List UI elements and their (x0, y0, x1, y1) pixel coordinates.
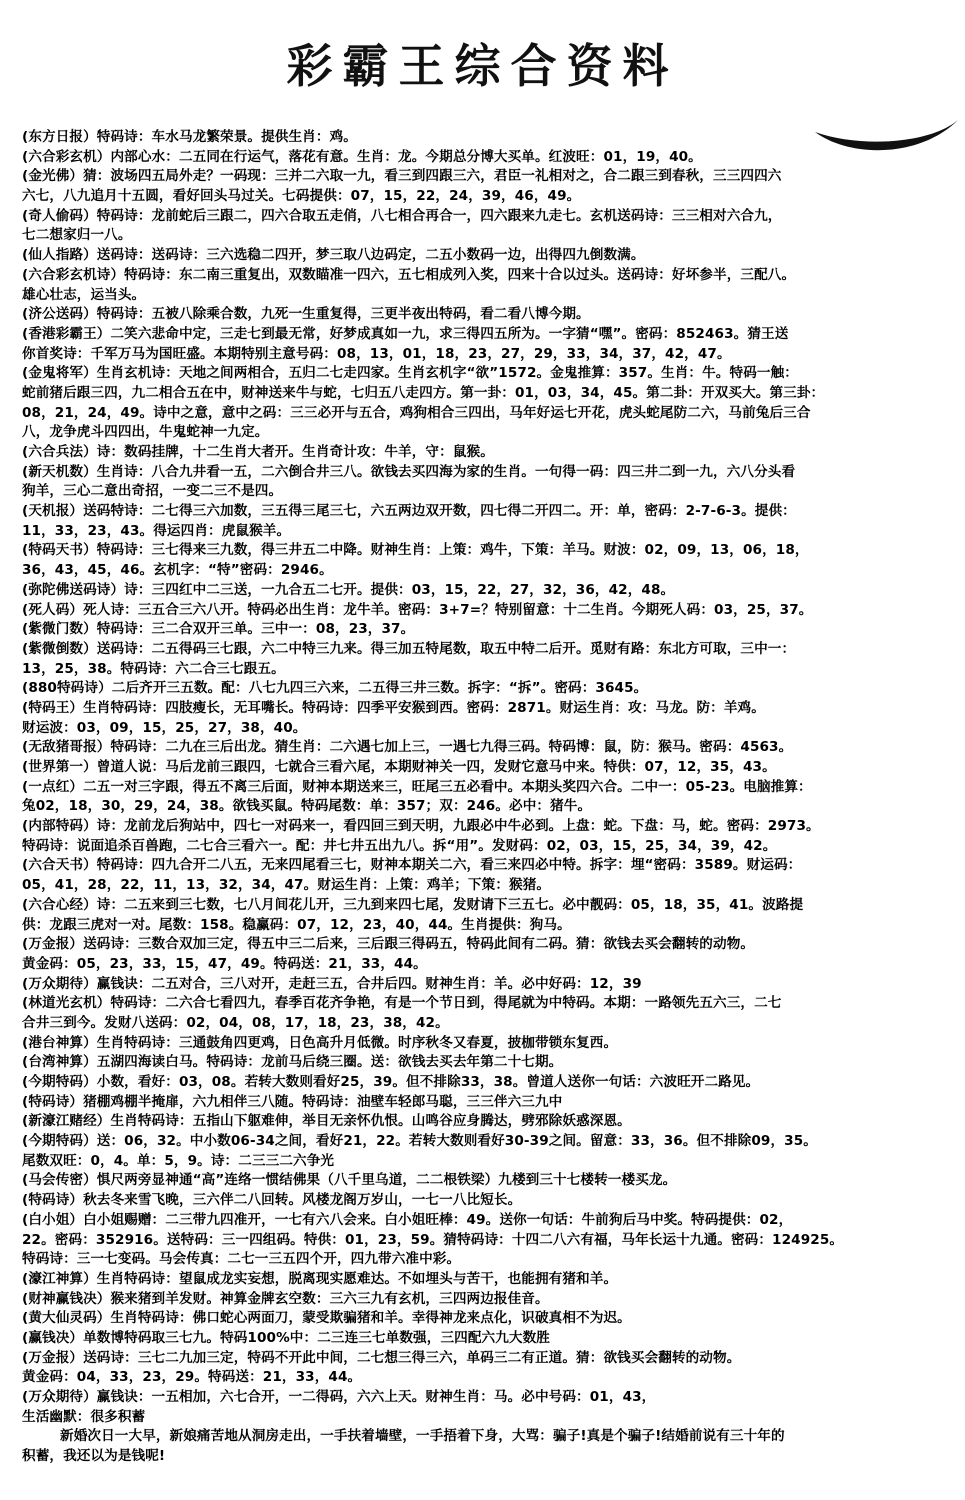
text-line: (台湾神算）五湖四海读白马。特码诗：龙前马后绕三圈。送：欲钱去买去年第二十七期。 (22, 1054, 563, 1071)
text-line: 生活幽默：很多积蓄 (22, 1408, 146, 1425)
text-line: (林道光玄机）特码诗：二六合七看四九，春季百花齐争艳，有是一个节日到，得尾就为中特码。本期：一路领先五六三，二七 (22, 995, 782, 1012)
text-line: (白小姐）白小姐赐赠：二三带九四准开，一七有六八会来。白小姐旺棒：49。送你一句话：牛前狗后马中奖。特码提供：02， (22, 1211, 793, 1228)
text-line: (天机报）送码特诗：二七得三六加数，三五得三尾三七，六五两边双开数，四七得二开四二。开：单，密码：2-7-6-3。提供： (22, 503, 796, 520)
text-line: (一点红）二五一对三字跟，得五不离三后面，财神本期送来三，旺尾三五必看中。本期头奖四六合。二中一：05-23。电脑推算： (22, 778, 812, 795)
text-line: 黄金码：05，23，33，15，47，49。特码送：21，33，44。 (22, 955, 427, 972)
text-line: 08，21，24，49。诗中之意，意中之码：三三必开与五合，鸡狗相合三四出，马年好运七开花，虎头蛇尾防二六，马前兔后三合 (22, 404, 811, 421)
text-line: (万金报）送码诗：三数合双加三定，得五中三二后来，三后跟三得码五，特码此间有二码。猜：欲钱去买会翻转的动物。 (22, 936, 755, 953)
text-line: (黄大仙灵码）生肖特码诗：佛口蛇心两面刀，蒙受欺骗猪和羊。幸得神龙来点化，识破真相不为迟。 (22, 1310, 631, 1327)
text-line: 财运波：03，09，15，25，27，38，40。 (22, 719, 307, 736)
text-line: 狗羊，三心二意出奇招，一变二三不是四。 (22, 483, 283, 500)
text-line: (世界第一）曾道人说：马后龙前三跟四，七就合三看六尾，本期财神关一四，发财它意马中来。特供：07，12，35，43。 (22, 759, 776, 775)
text-line: 特码诗：三一七变码。马会传真：二七一三五四个开，四九带六准中彩。 (22, 1251, 461, 1268)
text-line: (紫微倒数）送码诗：二五得码三七跟，六二中特三九来。得三加五特尾数，取五中特二后开。觅财有路：东北方可取，三中一： (22, 640, 796, 657)
text-line: 特码诗：说面追杀百兽跑，二七合三看六一。配：井七井五出九八。拆“用”。发财码：02，03，15，25，34，39，42。 (22, 837, 777, 854)
text-line: 11，33，23，43。得运四肖：虎鼠猴羊。 (22, 522, 291, 539)
text-line: 尾数双旺：0，4。单：5，9。诗：二三三二六争光 (22, 1152, 335, 1169)
text-line: (特码天书）特码诗：三七得来三九数，得三井五二中降。财神生肖：上策：鸡牛，下策：羊马。财波：02，09，13，06，18， (22, 542, 809, 559)
text-line: 合井三到今。发财八送码：02，04，08，17，18，23，38，42。 (22, 1014, 449, 1031)
text-line: (880特码诗）二后齐开三五数。配：八七九四三六来，二五得三井三数。拆字：“拆”。密码：3645。 (22, 680, 648, 697)
text-line: (仙人指路）送码诗：送码诗：三六选稳二四开，梦三取八边码定，二五小数码一边，出得四九倒数满。 (22, 247, 645, 264)
text-line: 36，43，45，46。玄机字：“特”密码：2946。 (22, 562, 333, 579)
text-line: 积蓄，我还以为是钱呢! (22, 1448, 166, 1465)
text-line: (无敌猪哥报）特码诗：二九在三后出龙。猜生肖：二六遇七加上三，一遇七九得三码。特码博：鼠，防：猴马。密码：4563。 (22, 739, 793, 756)
text-line: 新婚次日一大早，新娘痛苦地从洞房走出，一手扶着墙壁，一手捂着下身，大骂：骗子!真是个骗子!结婚前说有三十年的 (60, 1428, 785, 1445)
text-line: 黄金码：04，33，23，29。特码送：21，33，44。 (22, 1369, 362, 1386)
text-line: (六合天书）特码诗：四九合开二八五，无来四尾看三七，财神本期关二六，看三来四必中特。拆字：埋“密码：3589。财运码： (22, 857, 802, 874)
text-line: (财神赢钱决）猴来猪到羊发财。神算金牌玄空数：三六三九有玄机，三四两边报佳音。 (22, 1290, 549, 1307)
text-line: (赢钱决）单数博特码取三七九。特码100%中：二三连三七单数强，三四配六九大数胜 (22, 1329, 550, 1346)
text-line: 你首奖诗：千军万马为国旺盛。本期特别主意号码：08，13，01，18，23，27，29，33，34，37，42，47。 (22, 345, 731, 362)
text-line: (六合兵法）诗：数码挂牌，十二生肖大者开。生肖奇计攻：牛羊，守：鼠猴。 (22, 444, 494, 460)
text-line: (特码王）生肖特码诗：四肢瘦长，无耳嘴长。特码诗：四季平安猴到西。密码：2871。财运生肖：攻：马龙。防：羊鸡。 (22, 699, 765, 716)
text-line: 13，25，38。特码诗：六二合三七跟五。 (22, 660, 285, 677)
page-title: 彩霸王综合资料 (286, 39, 679, 93)
text-line: 兔02，18，30，29，24，38。欲钱买鼠。特码尾数：单：357；双：246。必中：猪牛。 (22, 798, 592, 815)
text-line: (特码诗）猪棚鸡棚半掩扉，六九相伴三八随。特码诗：油壁车轻郎马聪，三三伴六三九中 (22, 1093, 563, 1110)
text-line: 六七，八九追月十五圆，看好回头马过关。七码提供：07，15，22，24，39，46，49。 (22, 188, 581, 205)
text-line: (六合心经）诗：二五来到三七数，七八月间花儿开，三九到来四七尾，发财请下三五七。必中靓码：05，18，35，41。波路提 (22, 896, 804, 913)
text-line: 雄心壮志，运当头。 (22, 286, 146, 303)
text-line: (今期特码）小数，看好：03，08。若转大数则看好25，39。但不排除33，38。曾道人送你一句话：六波旺开二路见。 (22, 1074, 760, 1090)
text-line: (港台神算）生肖特码诗：三通鼓角四更鸡，日色高升月低微。时序秋冬又春夏，披枷带锁东复西。 (22, 1034, 618, 1051)
text-line: (死人码）死人诗：三五合三六八开。特码必出生肖：龙牛羊。密码：3+7=？特别留意：十二生肖。今期死人码：03，25，37。 (22, 601, 813, 618)
text-line: (金光佛）猜：波场四五局外走？一码现：三并二六取一九，看三到四跟三六，君臣一礼相对之，合二跟三到春秋，三三四四六 (22, 168, 782, 185)
text-line: (马会传密）惧尺两旁显神通“高”连络一惯结佛果（八千里乌道，二二根铁梁）九楼到三十七楼转一楼买龙。 (22, 1172, 677, 1189)
text-line: (特码诗）秋去冬来雪飞晚，三六伴二八回转。风楼龙阁万岁山，一七一八比短长。 (22, 1192, 522, 1209)
text-line: (新濠江赌经）生肖特码诗：五指山下躯难伸，举目无亲怀仇恨。山鸣谷应身腾达，劈邪除妖惑深恩。 (22, 1113, 631, 1130)
text-line: (济公送码）特码诗：五被八除乘合数，九死一生重复得，三更半夜出特码，看二看八博今期。 (22, 306, 590, 323)
text-line: 供：龙跟三虎对一对。尾数：158。稳赢码：07，12，23，40，44。生肖提供：狗马。 (22, 916, 571, 933)
text-line: (金鬼将军）生肖玄机诗：天地之间两相合，五归二七走四家。生肖玄机字“欲”1572。金鬼推算：357。生肖：牛。特码一触： (22, 365, 798, 382)
text-line: (弥陀佛送码诗）诗：三四红中二三送，一九合五二七开。提供：03，15，22，27，32，36，42，48。 (22, 581, 675, 598)
text-line: (万众期待）赢钱诀：一五相加，六七合开，一二得码，六六上天。财神生肖：马。必中号码：01，43， (22, 1389, 656, 1405)
text-line: 22。密码：352916。送特码：三一四组码。特供：01，23，59。猜特码诗：十四二八六有福，马年长运十九通。密码：124925。 (22, 1231, 844, 1248)
text-line: 七二想家归一八。 (22, 227, 132, 244)
text-line: (万金报）送码诗：三七二九加三定，特码不开此中间，二七想三得三六，单码三二有正道。猜：欲钱买会翻转的动物。 (22, 1349, 741, 1366)
text-line: (六合彩玄机诗）特码诗：东二南三重复出，双数瞄准一四六，五七相成列入奖，四来十合以过头。送码诗：好坏参半，三配八。 (22, 266, 796, 283)
text-line: (香港彩霸王）二笑六悲命中定，三走七到最无常，好梦成真如一九，求三得四五所为。一字猜“嘿”。密码：852463。猜王送 (22, 325, 789, 342)
text-line: (内部特码）诗：龙前龙后狗站中，四七一对码来一，看四回三到天明，九跟必中牛必到。上盘：蛇。下盘：马，蛇。密码：2973。 (22, 818, 820, 835)
text-line: (六合彩玄机）内部心水：二五同在行运气，落花有意。生肖：龙。今期总分博大买单。红波旺：01，19，40。 (22, 148, 702, 165)
text-line: (濠江神算）生肖特码诗：望鼠成龙实妄想，脱离现实愿难达。不如埋头与苦干，也能拥有猪和羊。 (22, 1270, 618, 1287)
text-line: 05，41，28，22，11，13，32，34，47。财运生肖：上策：鸡羊；下策：猴猪。 (22, 877, 551, 894)
text-line: (奇人偷码）特码诗：龙前蛇后三跟二，四六合取五走俏，八七相合再合一，四六跟来九走七。玄机送码诗：三三相对六合九， (22, 207, 782, 224)
text-line: 蛇前猪后跟三四，九二相合五在中，财神送来牛与蛇，七归五八走四方。第一卦：01，03，34，45。第二卦：开双买大。第三卦： (22, 384, 825, 401)
text-line: (新天机数）生肖诗：八合九井看一五，二六倒合井三八。欲钱去买四海为家的生肖。一句得一码：四三井二到一九，六八分头看 (22, 463, 796, 480)
text-line: (万众期待）赢钱诀：二五对合，三八对开，走赶三五，合井后四。财神生肖：羊。必中好码：12，39 (22, 975, 642, 992)
text-line: (东方日报）特码诗：车水马龙繁荣景。提供生肖：鸡。 (22, 129, 357, 145)
text-line: (紫微门数）特码诗：三二合双开三单。三中一：08，23，37。 (22, 621, 415, 638)
text-line: (今期特码）送：06，32。中小数06-34之间，看好21，22。若转大数则看好30-39之间。留意：33，36。但不排除09，35。 (22, 1133, 817, 1150)
content-body (22, 128, 950, 1467)
text-line: 八，龙争虎斗四四出，牛鬼蛇神一九定。 (22, 424, 269, 441)
